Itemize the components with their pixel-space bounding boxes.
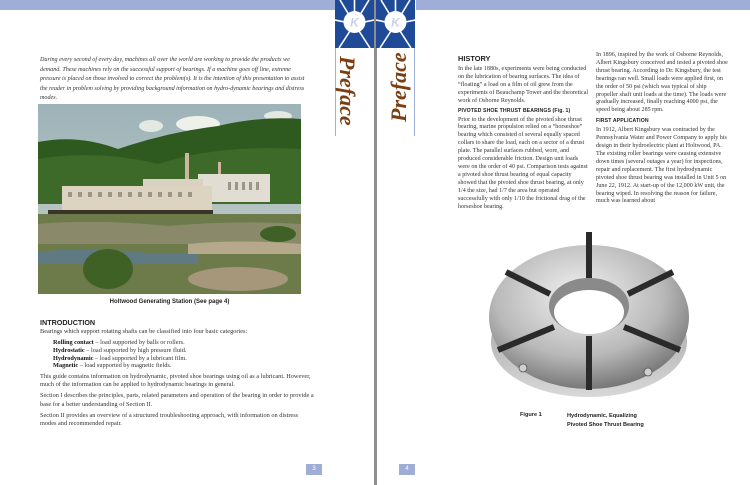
list-item: Hydrodynamic – load supported by a lubricant film. [53, 354, 187, 362]
header-bar-left [0, 0, 336, 10]
header-bar-right [416, 0, 750, 10]
pivoted-shoe-heading: PIVOTED SHOE THRUST BEARINGS (Fig. 1) [458, 107, 571, 114]
pivoted-shoe-text: Prior to the development of the pivoted shoe thrust bearing, marine propulsion relied on a “horseshoe” bearing which consisted of several equally spaced collars to share the load, each on a sector of a thrust plate. The parallel surfaces rubbed, wore, and produced considerable friction. Design unit loads were on the order of 40 psi. Comparison tests against a pivoted shoe thrust bearing of equal capacity showed that the pivoted shoe thrust bearing, at only 1/4 the size, had 1/7 the area but operated successfully with only 1/10 the frictional drag of the horseshoe bearing. [458, 116, 588, 210]
svg-text:K: K [391, 15, 400, 30]
right-page-column-2 [596, 52, 728, 209]
page-number-left: 3 [306, 464, 322, 475]
kingsbury-1896-text: In 1896, inspired by the work of Osborne Reynolds, Albert Kingsbury conceived and tested a pivoted shoe thrust bearing. According to Dr. Kingsbury, the test bearings ran well. Small loads were applied first, on the order of 50 psi (which was typical of ship propeller shaft unit loads at the time). The loads were gradually increased, finally reaching 4000 psi, the speed being about 285 rpm. [596, 52, 728, 114]
right-page-column-1 [458, 54, 590, 211]
kingsbury-logo-icon [335, 0, 374, 48]
photo-caption: Holtwood Generating Station (See page 4) [109, 299, 230, 305]
side-rule-right [414, 48, 415, 136]
history-heading: HISTORY [458, 54, 491, 63]
list-item: Rolling contact – load supported by balls or rollers. [53, 339, 185, 347]
figure-caption: Hydrodynamic, Equalizing Pivoted Shoe Thrust Bearing [567, 413, 644, 428]
page-binding-divider [374, 0, 377, 485]
preface-intro-text: During every second of every day, machines all over the world are working to provide the products we demand. These machines rely on the successful support of bearings. If a machine goes off line, extreme pressure is placed on those involved to correct the problem(s). It is the intention of this presentation to assist the reader in problem solving by providing background information on hydro-dynamic bearings and distress modes. [40, 57, 305, 102]
section-title-preface-left: Preface [335, 56, 360, 126]
svg-text:K: K [350, 15, 359, 30]
first-application-text: In 1912, Albert Kingsbury was contracted by the Pennsylvania Water and Power Company to apply his design in their hydroelectric plant at Holtwood, PA. The existing roller bearings were causing extensive down times (several outages a year) for inspections, repair and replacement. The first hydrodynamic pivoted shoe thrust bearing was installed in Unit 5 on June 22, 1912. At start-up of the 12,000 kW unit, the bearing wiped. In resolving the reason for failure, much was learned about [596, 127, 727, 205]
paragraph: Section I describes the principles, parts, related parameters and operation of the bearing in order to provide a base for a better understanding of Section II. [40, 392, 314, 408]
list-item: Magnetic – load supported by magnetic fields. [53, 362, 172, 370]
section-title-preface-right: Preface [386, 52, 411, 122]
figure-label: Figure 1 [520, 412, 542, 418]
introduction-heading: INTRODUCTION [40, 318, 96, 327]
thrust-bearing-photo [478, 232, 700, 402]
first-application-heading: FIRST APPLICATION [596, 118, 649, 125]
history-text: In the late 1880s, experiments were being conducted on the lubrication of bearing surfaces. The idea of “floating” a load on a film of oil grew from the experiments of Beauchamp Tower and the theoretical work of Osborne Reynolds. [458, 66, 589, 104]
list-item: Hydrostatic – load supported by high pressure fluid. [53, 346, 187, 354]
intro-lead: Bearings which support rotating shafts can be classified into four basic categories: [40, 328, 248, 335]
paragraph: This guide contains information on hydrodynamic, pivoted shoe bearings using oil as a lubricant. However, much of the information can be applied to hydrodynamic bearings in general. [40, 373, 311, 389]
holtwood-station-photo [38, 104, 301, 294]
page-number-right: 4 [399, 464, 415, 475]
paragraph: Section II provides an overview of a structured troubleshooting approach, with information on distress modes and recommended repair. [40, 411, 299, 427]
kingsbury-logo-icon [376, 0, 415, 48]
introduction-body [40, 328, 315, 431]
bearing-categories-list [40, 339, 315, 370]
